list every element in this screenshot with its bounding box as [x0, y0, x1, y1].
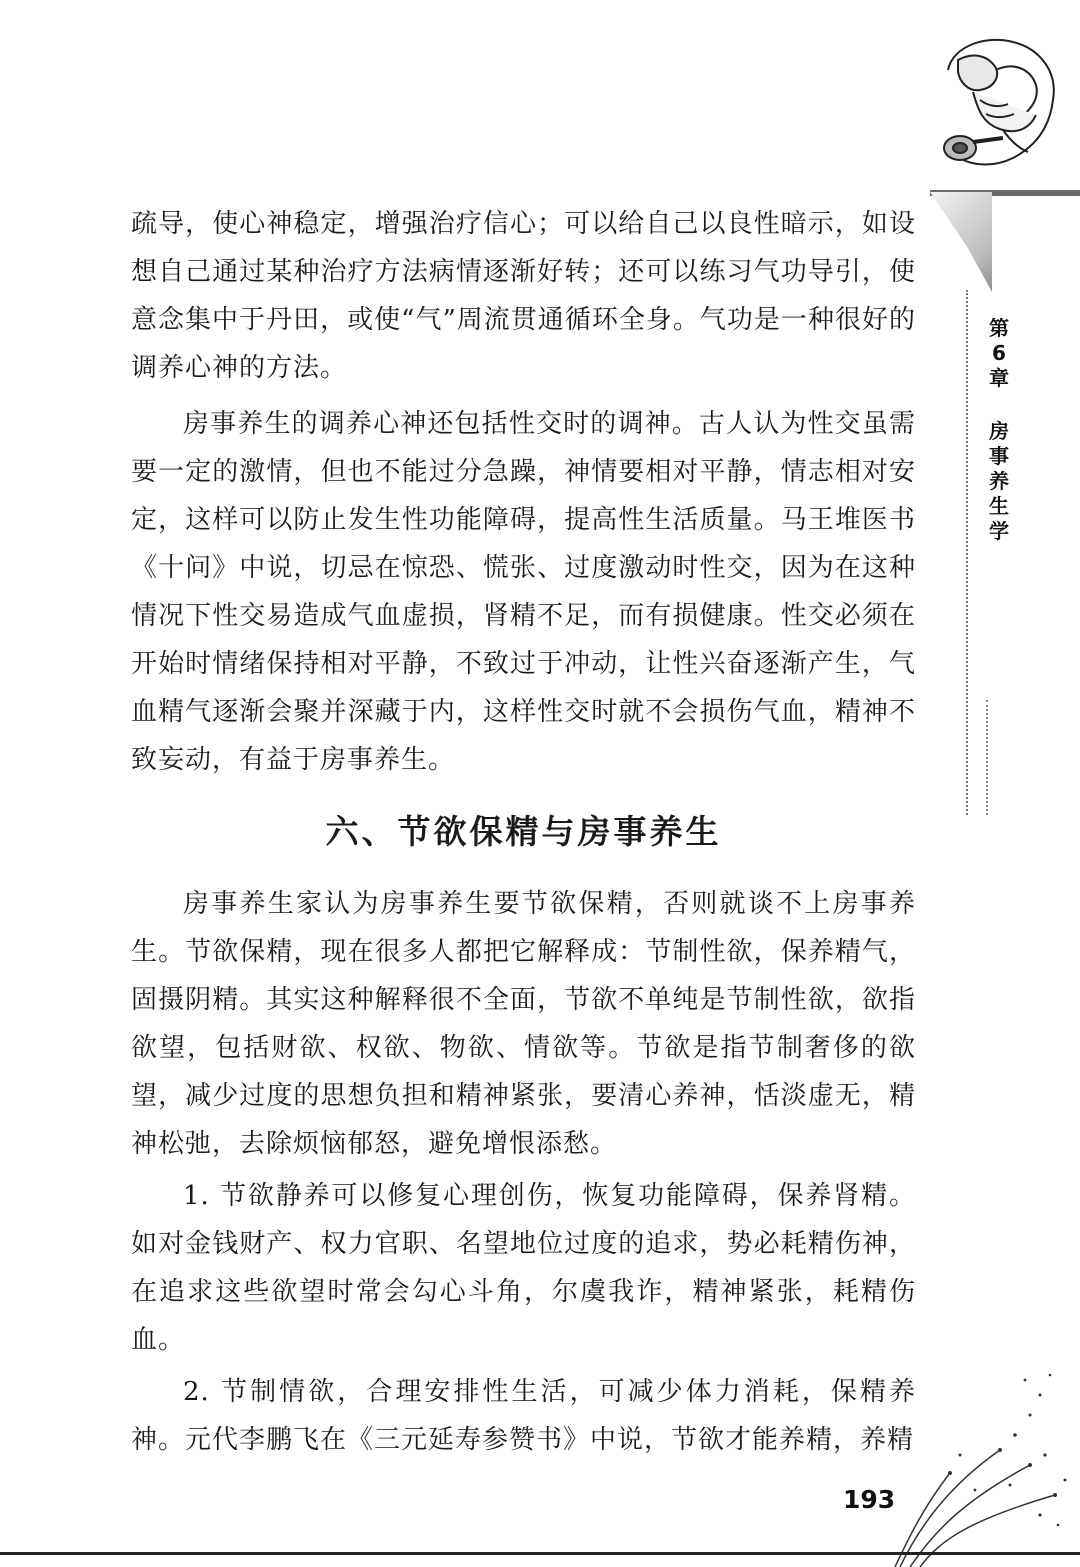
- chapter-title-char: 养: [989, 469, 1009, 493]
- body-paragraph: 房事养生的调养心神还包括性交时的调神。古人认为性交虽需要一定的激情，但也不能过分急躁，神情要相对平静，情志相对安定，这样可以防止发生性功能障碍，提高性生活质量。马王堆医书《十问》中说，切忌在惊恐、慌张、过度激动时性交，因为在这种情况下性交易造成气血虚损，肾精不足，而有损健康。性交必须在开始时情绪保持相对平静，不致过于冲动，让性兴奋逐渐产生，气血精气逐渐会聚并深藏于内，这样性交时就不会损伤气血，精神不致妄动，有益于房事养生。: [131, 409, 916, 775]
- sparkle-decoration-icon: [880, 1355, 1080, 1567]
- chapter-number-char: 第: [989, 316, 1009, 340]
- page-number: 193: [843, 1485, 896, 1514]
- bottom-rule: [0, 1552, 1080, 1555]
- chapter-title-char: 学: [989, 519, 1009, 543]
- section-heading: 六、节欲保精与房事养生: [325, 812, 722, 851]
- page-body: [131, 200, 916, 1464]
- chapter-title-char: 生: [989, 494, 1009, 518]
- bodybuilder-illustration-icon: [918, 30, 1068, 180]
- chapter-tab-corner: [930, 192, 992, 292]
- chapter-title-char: 事: [989, 444, 1009, 468]
- chapter-number-char: 章: [989, 366, 1009, 390]
- list-item: 1. 节欲静养可以修复心理创伤，恢复功能障碍，保养肾精。如对金钱财产、权力官职、名望地位过度的追求，势必耗精伤神，在追求这些欲望时常会勾心斗角，尔虞我诈，精神紧张，耗精伤血。: [131, 1181, 916, 1355]
- side-dotted-rule-secondary: [986, 700, 988, 815]
- side-dotted-rule: [966, 290, 968, 815]
- chapter-number-char: 6: [992, 341, 1006, 365]
- list-item: 2. 节制情欲，合理安排性生活，可减少体力消耗，保精养神。元代李鹏飞在《三元延寿参赞书》中说，节欲才能养精，养精: [131, 1377, 916, 1455]
- chapter-label: [982, 316, 1016, 544]
- body-paragraph: 房事养生家认为房事养生要节欲保精，否则就谈不上房事养生。节欲保精，现在很多人都把它解释成：节制性欲，保养精气，固摄阴精。其实这种解释很不全面，节欲不单纯是节制性欲，欲指欲望，包括财欲、权欲、物欲、情欲等。节欲是指节制奢侈的欲望，减少过度的思想负担和精神紧张，要清心养神，恬淡虚无，精神松弛，去除烦恼郁怒，避免增恨添愁。: [131, 889, 916, 1159]
- chapter-title-char: 房: [989, 419, 1009, 443]
- body-paragraph: 疏导，使心神稳定，增强治疗信心；可以给自己以良性暗示，如设想自己通过某种治疗方法病情逐渐好转；还可以练习气功导引，使意念集中于丹田，或使“气”周流贯通循环全身。气功是一种很好的调养心神的方法。: [131, 209, 916, 383]
